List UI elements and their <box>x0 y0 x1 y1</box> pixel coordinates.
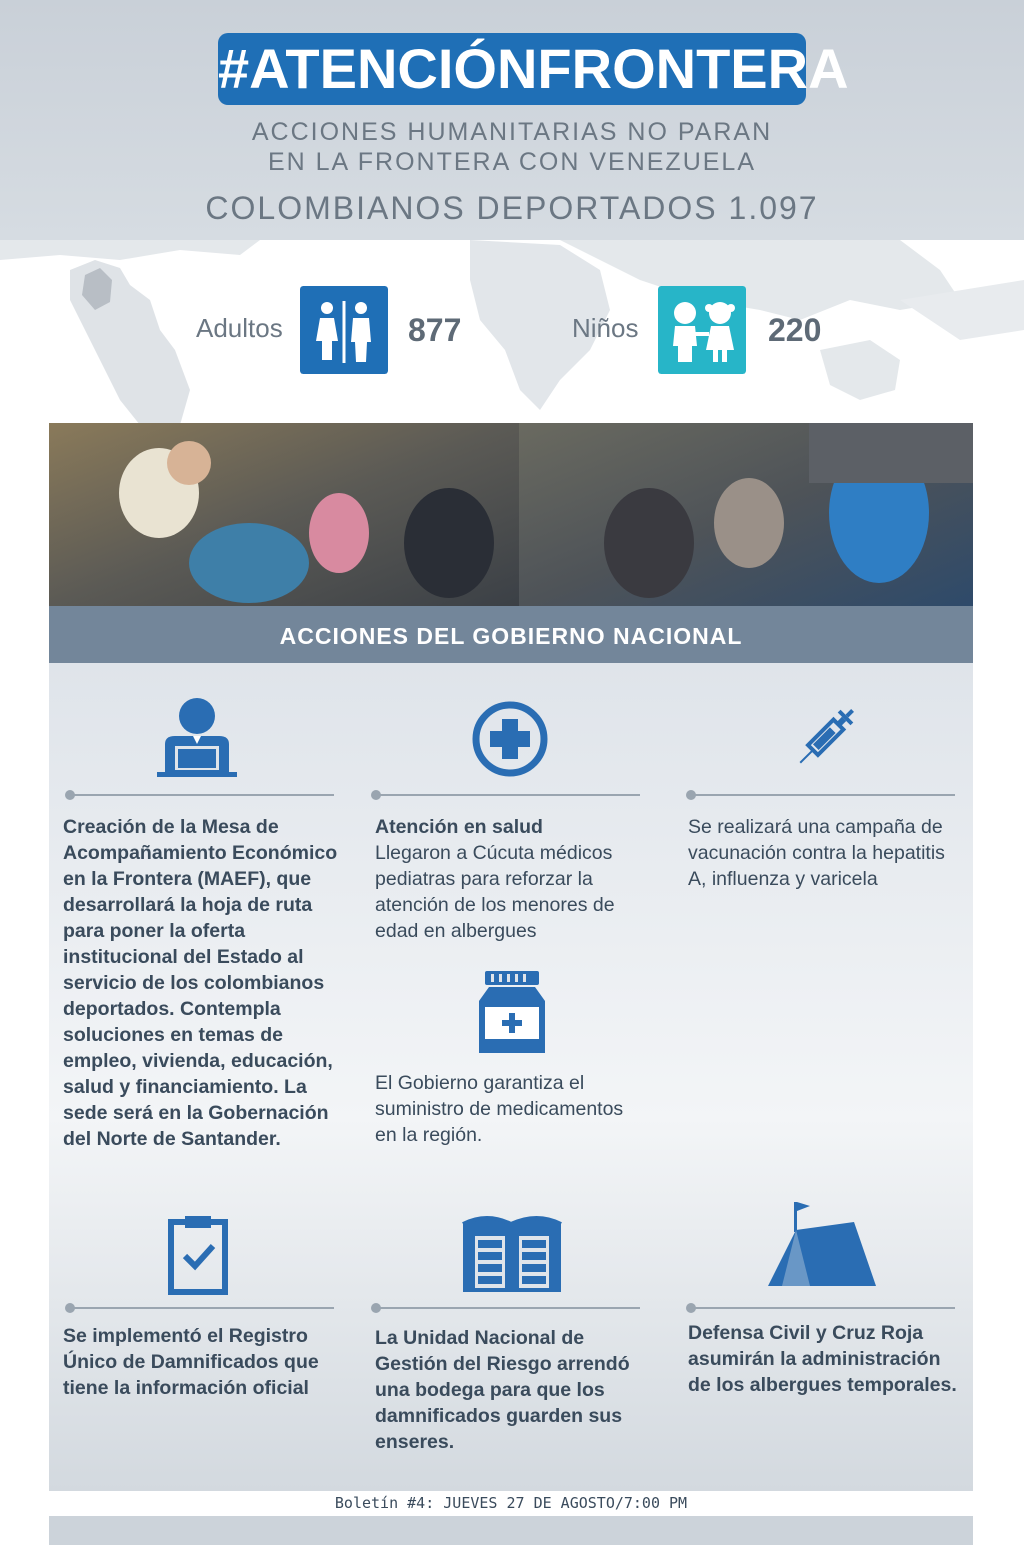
section-title: ACCIONES DEL GOBIERNO NACIONAL <box>49 606 973 663</box>
warehouse-icon <box>461 1210 563 1294</box>
separator-line <box>691 1307 955 1309</box>
official-desk-icon <box>155 696 239 778</box>
subtitle-line-1: ACCIONES HUMANITARIAS NO PARAN <box>251 118 773 146</box>
separator-line <box>691 794 955 796</box>
health-cross-icon <box>472 701 548 777</box>
separator-line <box>376 1307 640 1309</box>
medicine-bottle-icon <box>477 969 547 1055</box>
adults-value: 877 <box>408 312 462 348</box>
mesa-text: Creación de la Mesa de Acompañamiento Económico en la Frontera (MAEF), que desarrollará la hoja de ruta para poner la oferta institucional del Estado al servicio de los colombianos deportados. Contempla soluciones en temas de empleo, vivienda, educación, salud y financiamiento. La sede será en la Gobernación del Norte de Santander. <box>63 816 338 1150</box>
world-map-image <box>0 240 1024 425</box>
hashtag-title: #ATENCIÓNFRONTERA <box>218 33 806 105</box>
separator-line <box>376 794 640 796</box>
children-value: 220 <box>768 312 822 348</box>
deported-count-heading: COLOMBIANOS DEPORTADOS 1.097 <box>205 190 819 226</box>
separator-line <box>70 794 334 796</box>
children-icon <box>658 286 746 374</box>
footer-bar <box>49 1516 973 1545</box>
bulletin-footer: Boletín #4: JUEVES 27 DE AGOSTO/7:00 PM <box>334 1494 688 1512</box>
children-label: Niños <box>572 313 639 343</box>
photos-strip-image <box>49 423 973 606</box>
separator-line <box>70 1307 334 1309</box>
syringe-icon <box>788 701 862 775</box>
health-title: Atención en salud <box>375 816 543 838</box>
medicine-text: El Gobierno garantiza el suministro de medicamentos en la región. <box>375 1072 624 1146</box>
health-text: Llegaron a Cúcuta médicos pediatras para reforzar la atención de los menores de edad en albergues <box>375 842 615 942</box>
warehouse-text: La Unidad Nacional de Gestión del Riesgo arrendó una bodega para que los damnificados guarden sus enseres. <box>375 1327 630 1453</box>
adults-label: Adultos <box>196 313 283 343</box>
registry-text: Se implementó el Registro Único de Damnificados que tiene la información oficial <box>63 1325 319 1399</box>
subtitle-line-2: EN LA FRONTERA CON VENEZUELA <box>267 148 757 176</box>
restroom-adults-icon <box>300 286 388 374</box>
shelters-text: Defensa Civil y Cruz Roja asumirán la administración de los albergues temporales. <box>688 1322 957 1396</box>
vaccination-text: Se realizará una campaña de vacunación contra la hepatitis A, influenza y varicela <box>688 816 945 890</box>
clipboard-check-icon <box>167 1214 229 1296</box>
tent-flag-icon <box>766 1200 878 1288</box>
